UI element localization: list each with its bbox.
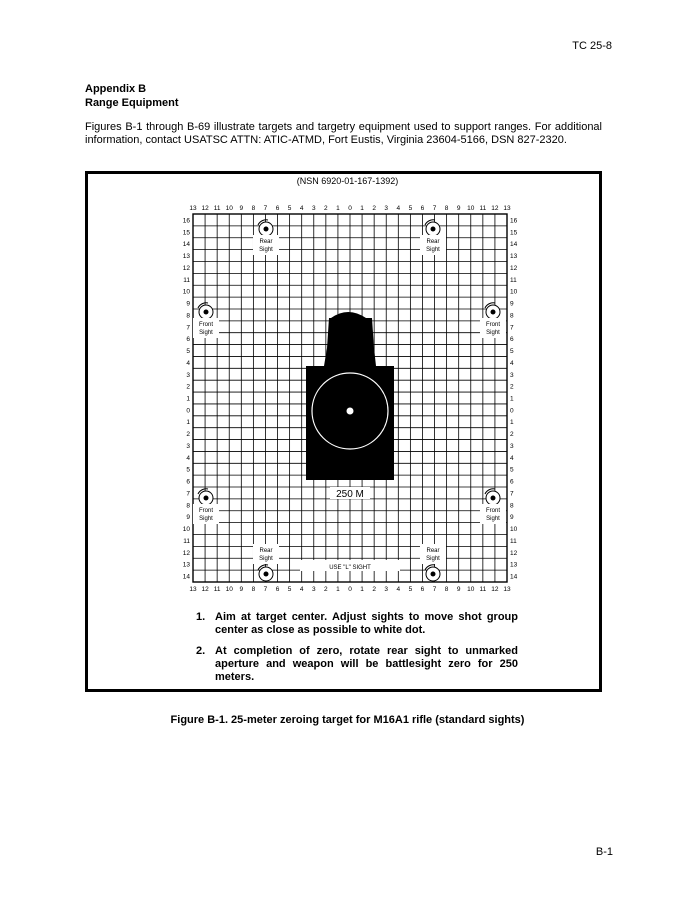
column-label-bottom: 13 <box>503 586 511 593</box>
rear-sight-label: Sight <box>259 556 273 562</box>
row-label-left: 1 <box>186 419 190 427</box>
row-label-right: 9 <box>510 300 514 308</box>
column-label-top: 4 <box>299 205 304 212</box>
row-label-left: 1 <box>186 395 190 403</box>
column-label-top: 13 <box>503 205 511 212</box>
row-label-right: 14 <box>510 241 518 249</box>
document-number: TC 25-8 <box>572 40 612 52</box>
row-label-left: 3 <box>186 371 190 379</box>
column-label-top: 8 <box>444 205 449 212</box>
column-label-top: 7 <box>263 205 268 212</box>
instruction-item <box>196 645 518 684</box>
column-label-top: 2 <box>324 205 328 212</box>
row-label-left: 13 <box>182 561 190 569</box>
column-label-bottom: 12 <box>491 586 499 593</box>
row-label-right: 8 <box>510 312 514 320</box>
row-label-right: 13 <box>510 253 518 261</box>
front-sight-icon-center <box>491 496 496 501</box>
column-label-top: 3 <box>311 205 316 212</box>
column-label-top: 13 <box>189 205 197 212</box>
white-aiming-dot <box>347 408 354 415</box>
column-label-top: 3 <box>384 205 389 212</box>
column-label-top: 9 <box>239 205 244 212</box>
rear-sight-label: Sight <box>426 247 440 253</box>
rear-sight-icon-center <box>264 572 269 577</box>
instruction-item <box>196 611 518 637</box>
rear-sight-label: Rear <box>426 239 440 245</box>
row-label-left: 4 <box>186 454 190 462</box>
row-label-left: 2 <box>186 383 190 391</box>
column-label-bottom: 2 <box>324 586 328 593</box>
column-label-bottom: 13 <box>189 586 197 593</box>
appendix-subtitle: Range Equipment <box>85 97 179 109</box>
row-label-right: 12 <box>510 264 518 272</box>
row-label-right: 2 <box>510 383 514 391</box>
row-label-right: 5 <box>510 466 514 474</box>
rear-sight-label: Sight <box>259 247 273 253</box>
row-label-left: 12 <box>182 549 190 557</box>
page-number: B-1 <box>595 846 613 858</box>
column-label-bottom: 0 <box>348 586 352 593</box>
front-sight-label: Front <box>485 322 501 328</box>
row-label-left: 9 <box>186 300 190 308</box>
front-sight-label: Sight <box>199 516 213 522</box>
row-label-left: 6 <box>186 478 190 486</box>
column-label-top: 1 <box>336 205 340 212</box>
column-label-bottom: 7 <box>263 586 268 593</box>
row-label-left: 11 <box>183 537 190 545</box>
column-label-top: 10 <box>225 205 233 212</box>
column-label-bottom: 8 <box>251 586 256 593</box>
row-label-left: 6 <box>186 336 190 344</box>
column-label-bottom: 6 <box>420 586 425 593</box>
row-label-right: 6 <box>510 336 514 344</box>
column-label-top: 9 <box>456 205 461 212</box>
row-label-right: 3 <box>510 371 514 379</box>
front-sight-icon-center <box>491 310 496 315</box>
column-label-bottom: 7 <box>432 586 437 593</box>
row-label-right: 13 <box>510 561 518 569</box>
column-label-top: 8 <box>251 205 256 212</box>
column-label-bottom: 10 <box>225 586 233 593</box>
front-sight-label: Front <box>198 322 214 328</box>
row-label-left: 12 <box>182 264 190 272</box>
rear-sight-icon-center <box>431 227 436 232</box>
column-label-top: 2 <box>372 205 376 212</box>
rear-sight-label: Sight <box>426 556 440 562</box>
row-label-left: 2 <box>186 431 190 439</box>
column-label-bottom: 11 <box>213 586 221 593</box>
row-label-left: 0 <box>186 407 190 415</box>
instructions-list <box>196 611 518 692</box>
rear-sight-label: Rear <box>426 548 440 554</box>
column-label-top: 6 <box>420 205 425 212</box>
column-label-top: 12 <box>201 205 209 212</box>
row-label-right: 3 <box>510 442 514 450</box>
row-label-left: 14 <box>182 573 190 581</box>
row-label-right: 11 <box>510 537 517 545</box>
row-label-left: 5 <box>186 348 190 356</box>
column-label-bottom: 8 <box>444 586 449 593</box>
column-label-top: 7 <box>432 205 437 212</box>
row-label-right: 16 <box>510 217 518 225</box>
rear-sight-label: Rear <box>259 548 273 554</box>
column-label-bottom: 10 <box>467 586 475 593</box>
column-label-bottom: 1 <box>336 586 340 593</box>
row-label-right: 4 <box>510 359 514 367</box>
row-label-right: 12 <box>510 549 518 557</box>
row-label-left: 14 <box>182 241 190 249</box>
row-label-right: 15 <box>510 229 518 237</box>
column-label-bottom: 6 <box>275 586 280 593</box>
column-label-top: 0 <box>348 205 352 212</box>
row-label-right: 2 <box>510 431 514 439</box>
column-label-bottom: 9 <box>239 586 244 593</box>
row-label-left: 3 <box>186 442 190 450</box>
target-silhouette <box>306 312 394 480</box>
intro-paragraph: Figures B-1 through B-69 illustrate targets and targetry equipment used to support ranges. For additional information, contact USATSC ATTN: ATIC-ATMD, Fort Eustis, Virginia 23604-5166, DSN 827-2320. <box>85 121 602 146</box>
column-label-top: 6 <box>275 205 280 212</box>
range-label: 250 M <box>336 489 364 500</box>
column-label-bottom: 3 <box>311 586 316 593</box>
column-label-top: 11 <box>479 205 487 212</box>
column-label-top: 11 <box>213 205 221 212</box>
row-label-left: 7 <box>186 490 190 498</box>
row-label-right: 9 <box>510 514 514 522</box>
front-sight-label: Sight <box>486 330 500 336</box>
column-label-top: 1 <box>360 205 364 212</box>
row-label-left: 4 <box>186 359 190 367</box>
front-sight-label: Front <box>485 508 501 514</box>
column-label-bottom: 1 <box>360 586 364 593</box>
front-sight-icon-center <box>204 496 209 501</box>
rear-sight-label: Rear <box>259 239 273 245</box>
row-label-right: 0 <box>510 407 514 415</box>
column-label-bottom: 3 <box>384 586 389 593</box>
column-label-bottom: 12 <box>201 586 209 593</box>
column-label-top: 10 <box>467 205 475 212</box>
column-label-bottom: 11 <box>479 586 487 593</box>
front-sight-label: Sight <box>486 516 500 522</box>
front-sight-icon-center <box>204 310 209 315</box>
column-label-bottom: 5 <box>287 586 292 593</box>
row-label-right: 7 <box>510 490 514 498</box>
appendix-title: Appendix B <box>85 83 147 95</box>
row-label-right: 4 <box>510 454 514 462</box>
row-label-right: 1 <box>510 395 514 403</box>
front-sight-label: Front <box>198 508 214 514</box>
row-label-left: 8 <box>186 312 190 320</box>
row-label-left: 10 <box>182 526 190 534</box>
row-label-right: 14 <box>510 573 518 581</box>
row-label-right: 8 <box>510 502 514 510</box>
use-l-sight-label: USE "L" SIGHT <box>329 565 371 571</box>
column-label-bottom: 9 <box>456 586 461 593</box>
row-label-left: 9 <box>186 514 190 522</box>
instruction-text: At completion of zero, rotate rear sight to unmarked aperture and weapon will be battlesight zero for 250 meters. <box>215 645 518 683</box>
column-label-bottom: 2 <box>372 586 376 593</box>
row-label-right: 10 <box>510 526 518 534</box>
front-sight-label: Sight <box>199 330 213 336</box>
rear-sight-icon-center <box>264 227 269 232</box>
column-label-top: 5 <box>287 205 292 212</box>
instruction-number: 1. <box>196 611 206 623</box>
row-label-left: 10 <box>182 288 190 296</box>
row-label-right: 7 <box>510 324 514 332</box>
column-label-bottom: 4 <box>396 586 401 593</box>
column-label-bottom: 5 <box>408 586 413 593</box>
row-label-left: 11 <box>183 276 190 284</box>
nsn-label: (NSN 6920-01-167-1392) <box>296 176 399 186</box>
row-label-left: 5 <box>186 466 190 474</box>
row-label-left: 8 <box>186 502 190 510</box>
instruction-number: 2. <box>196 645 206 657</box>
rear-sight-icon-center <box>431 572 436 577</box>
row-label-left: 15 <box>182 229 190 237</box>
row-label-right: 6 <box>510 478 514 486</box>
row-label-left: 7 <box>186 324 190 332</box>
column-label-top: 12 <box>491 205 499 212</box>
row-label-left: 16 <box>182 217 190 225</box>
column-label-top: 4 <box>396 205 401 212</box>
row-label-right: 1 <box>510 419 514 427</box>
figure-caption: Figure B-1. 25-meter zeroing target for M16A1 rifle (standard sights) <box>170 714 525 726</box>
column-label-top: 5 <box>408 205 413 212</box>
row-label-right: 10 <box>510 288 518 296</box>
row-label-right: 5 <box>510 348 514 356</box>
column-label-bottom: 4 <box>299 586 304 593</box>
instruction-text: Aim at target center. Adjust sights to move shot group center as close as possible to white dot. <box>215 611 518 636</box>
row-label-left: 13 <box>182 253 190 261</box>
row-label-right: 11 <box>510 276 517 284</box>
